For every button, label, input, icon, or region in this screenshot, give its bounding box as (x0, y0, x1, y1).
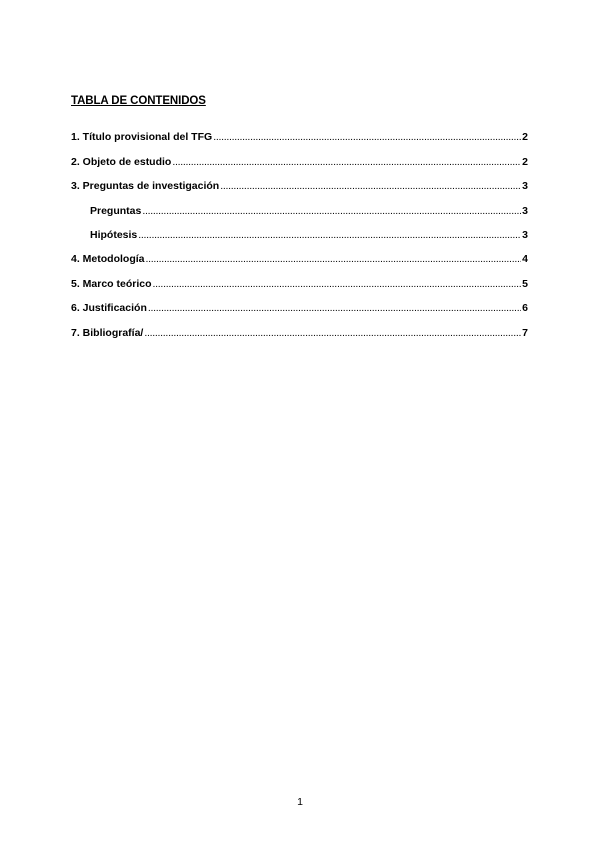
toc-entry-page: 6 (522, 302, 528, 315)
toc-entry-page: 7 (522, 326, 528, 339)
toc-entry-page: 2 (522, 155, 528, 168)
toc-entry-page: 2 (522, 131, 528, 144)
toc-title: TABLA DE CONTENIDOS (71, 95, 206, 107)
toc-entry-label: Preguntas (90, 204, 142, 217)
toc-entry-label: 6. Justificación (71, 302, 147, 315)
toc-entry-label: 1. Título provisional del TFG (71, 131, 213, 144)
toc-entry[interactable] (71, 143, 528, 167)
toc-entry-page: 3 (522, 180, 528, 193)
dot-leader (172, 156, 521, 168)
dot-leader (148, 302, 521, 314)
toc-entry-label: 2. Objeto de estudio (71, 155, 172, 168)
dot-leader (144, 327, 521, 339)
toc-subentry[interactable] (71, 217, 528, 241)
toc-entry-label: 5. Marco teórico (71, 277, 152, 290)
dot-leader (138, 229, 521, 241)
toc-entry-label: 3. Preguntas de investigación (71, 180, 220, 193)
dot-leader (220, 180, 521, 192)
toc-entry-label: 7. Bibliografía/ (71, 326, 144, 339)
toc-entry[interactable] (71, 168, 528, 192)
toc-entry[interactable] (71, 290, 528, 314)
toc-entry[interactable] (71, 119, 528, 143)
toc-entry-label: 4. Metodología (71, 253, 145, 266)
table-of-contents (71, 119, 528, 339)
toc-entry-page: 4 (522, 253, 528, 266)
toc-entry-page: 3 (522, 204, 528, 217)
toc-entry-label: Hipótesis (90, 228, 138, 241)
toc-entry-page: 5 (522, 277, 528, 290)
toc-subentry[interactable] (71, 192, 528, 216)
toc-entry[interactable] (71, 265, 528, 289)
dot-leader (153, 278, 522, 290)
toc-entry-page: 3 (522, 228, 528, 241)
dot-leader (213, 131, 521, 143)
page-number: 1 (297, 796, 303, 808)
dot-leader (146, 253, 522, 265)
dot-leader (142, 205, 521, 217)
toc-entry[interactable] (71, 241, 528, 265)
toc-entry[interactable] (71, 314, 528, 338)
